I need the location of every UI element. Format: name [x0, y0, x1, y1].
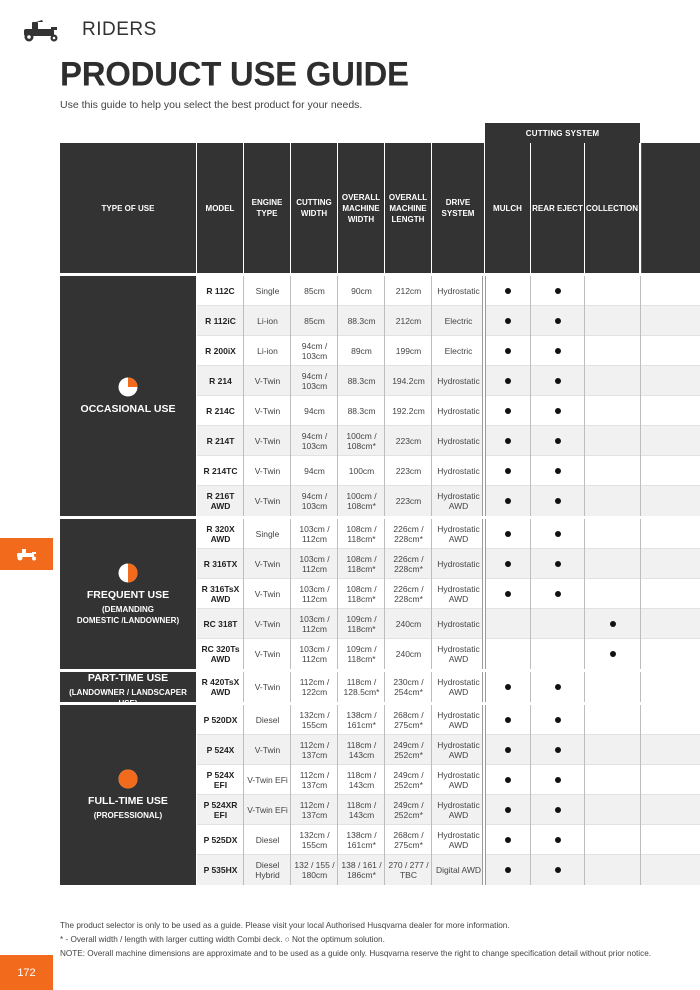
rear-eject-dot-cell [531, 396, 585, 426]
drive-system-cell: Hydrostatic AWD [437, 799, 480, 820]
section-header [18, 18, 157, 42]
model-cell: R 214TC [203, 465, 238, 476]
bullet-dot-icon [505, 498, 511, 504]
mulch-dot-cell [485, 579, 531, 609]
drive-system-cell: Electric [444, 345, 473, 356]
cutting-width-cell: 103cm / 112cm [299, 553, 330, 574]
rear-eject-dot-cell [531, 456, 585, 486]
rear-eject-dot-cell [531, 705, 585, 735]
bullet-dot-icon [555, 777, 561, 783]
model-cell: R 320X AWD [206, 523, 235, 544]
overall-width-cell: 118cm / 143cm [346, 769, 377, 790]
collection-dot-cell [585, 549, 640, 579]
model-cell: RC 318T [203, 618, 238, 629]
engine-type-cell: V-Twin [254, 744, 281, 755]
mulch-dot-cell [485, 735, 531, 765]
overall-length-cell: 226cm / 228cm* [393, 553, 424, 574]
engine-type-cell: V-Twin [254, 681, 281, 692]
group-separator [60, 669, 700, 672]
collection-dot-cell [585, 306, 640, 336]
drive-system-cell: Hydrostatic [437, 375, 480, 386]
rear-eject-dot-cell [531, 639, 585, 669]
bullet-dot-icon [555, 288, 561, 294]
cutting-width-cell: 103cm / 112cm [299, 523, 330, 544]
overall-width-cell: 108cm / 118cm* [346, 523, 377, 544]
engine-type-cell: V-Twin [254, 405, 281, 416]
rear-eject-dot-cell [531, 549, 585, 579]
overall-length-cell: 194.2cm [392, 375, 425, 386]
table-row [197, 795, 700, 825]
mulch-dot-cell [485, 426, 531, 456]
mulch-dot-cell [485, 672, 531, 702]
cutting-width-cell: 112cm / 122cm [299, 676, 330, 697]
overall-width-cell: 138 / 161 / 186cm* [341, 859, 382, 880]
cutting-width-cell: 132 / 155 / 180cm [294, 859, 335, 880]
cutting-width-cell: 94cm / 103cm [301, 430, 328, 451]
rear-eject-dot-cell [531, 306, 585, 336]
bullet-dot-icon [505, 288, 511, 294]
model-cell: R 316TX [203, 558, 238, 569]
collection-dot-cell [585, 366, 640, 396]
mulch-dot-cell [485, 609, 531, 639]
model-cell: P 524XR EFI [203, 799, 238, 820]
bullet-dot-icon [505, 717, 511, 723]
cutting-width-cell: 94cm / 103cm [301, 370, 328, 391]
bullet-dot-icon [505, 561, 511, 567]
engine-type-cell: Single [255, 285, 280, 296]
bullet-dot-icon [505, 777, 511, 783]
bullet-dot-icon [555, 561, 561, 567]
overall-width-cell: 138cm / 161cm* [346, 709, 377, 730]
bullet-dot-icon [555, 591, 561, 597]
overall-length-cell: 226cm / 228cm* [393, 583, 424, 604]
collection-dot-cell [585, 609, 640, 639]
mulch-dot-cell [485, 549, 531, 579]
collection-dot-cell [585, 672, 640, 702]
overall-width-cell: 100cm [348, 465, 375, 476]
rear-eject-dot-cell [531, 579, 585, 609]
overall-length-cell: 240cm [395, 648, 422, 659]
model-cell: R 112C [206, 285, 235, 296]
overall-length-cell: 212cm [395, 285, 422, 296]
bullet-dot-icon [555, 378, 561, 384]
collection-dot-cell [585, 519, 640, 549]
engine-type-cell: Li-ion [257, 345, 278, 356]
collection-dot-cell [585, 486, 640, 516]
section-gap [483, 276, 485, 885]
bullet-dot-icon [505, 531, 511, 537]
rear-eject-dot-cell [531, 855, 585, 885]
mulch-dot-cell [485, 396, 531, 426]
side-tab [0, 538, 53, 570]
header-drive-system: DRIVE SYSTEM [432, 143, 484, 273]
rider-mower-icon [18, 18, 64, 42]
rear-eject-dot-cell [531, 825, 585, 855]
overall-length-cell: 249cm / 252cm* [393, 739, 424, 760]
header-model: MODEL [197, 143, 243, 273]
overall-length-cell: 223cm [395, 495, 422, 506]
overall-length-cell: 226cm / 228cm* [393, 523, 424, 544]
model-cell: R 316TsX AWD [201, 583, 240, 604]
group-separator [60, 702, 700, 705]
rear-eject-dot-cell [531, 426, 585, 456]
bullet-dot-icon [555, 438, 561, 444]
bullet-dot-icon [555, 468, 561, 474]
page-title: PRODUCT USE GUIDE [60, 54, 409, 93]
header-engine-type: ENGINE TYPE [244, 143, 290, 273]
engine-type-cell: V-Twin [254, 648, 281, 659]
engine-type-cell: Diesel [255, 834, 280, 845]
column-divider [584, 276, 585, 885]
cutting-width-cell: 103cm / 112cm [299, 583, 330, 604]
drive-system-cell: Digital AWD [435, 864, 482, 875]
mulch-dot-cell [485, 306, 531, 336]
rear-eject-dot-cell [531, 519, 585, 549]
overall-length-cell: 268cm / 275cm* [393, 709, 424, 730]
column-divider [431, 276, 432, 885]
collection-dot-cell [585, 735, 640, 765]
mulch-dot-cell [485, 855, 531, 885]
bullet-dot-icon [505, 837, 511, 843]
bullet-dot-icon [555, 807, 561, 813]
cutting-width-cell: 94cm / 103cm [301, 490, 328, 511]
collection-dot-cell [585, 855, 640, 885]
cutting-width-cell: 112cm / 137cm [299, 739, 330, 760]
mulch-dot-cell [485, 276, 531, 306]
rear-eject-dot-cell [531, 366, 585, 396]
overall-width-cell: 138cm / 161cm* [346, 829, 377, 850]
model-cell: P 535HX [203, 864, 238, 875]
mulch-dot-cell [485, 825, 531, 855]
footnote-asterisk: * - Overall width / length with larger cutting width Combi deck. ○ Not the optimum solution. [60, 935, 385, 944]
mulch-dot-cell [485, 336, 531, 366]
bullet-dot-icon [555, 318, 561, 324]
category-part-time-use [60, 672, 196, 702]
collection-dot-cell [585, 579, 640, 609]
overall-length-cell: 212cm [395, 315, 422, 326]
table-row [197, 639, 700, 669]
engine-type-cell: V-Twin [254, 588, 281, 599]
table-row [197, 486, 700, 516]
drive-system-cell: Hydrostatic AWD [437, 769, 480, 790]
collection-dot-cell [585, 765, 640, 795]
overall-length-cell: 192.2cm [392, 405, 425, 416]
category-name: OCCASIONAL USE [80, 402, 176, 415]
model-cell: R 214C [206, 405, 235, 416]
footnote-guide: The product selector is only to be used as a guide. Please visit your local Authorised Husqvarna dealer for more information. [60, 921, 510, 930]
drive-system-cell: Hydrostatic AWD [437, 583, 480, 604]
table-row [197, 765, 700, 795]
overall-width-cell: 118cm / 128.5cm* [343, 676, 380, 697]
drive-system-cell: Hydrostatic [437, 405, 480, 416]
drive-system-cell: Hydrostatic [437, 435, 480, 446]
cutting-width-cell: 132cm / 155cm [299, 709, 330, 730]
bullet-dot-icon [505, 747, 511, 753]
model-cell: R 112iC [205, 315, 236, 326]
full-pie-icon [118, 769, 138, 789]
overall-width-cell: 109cm / 118cm* [346, 643, 377, 664]
model-cell: R 214 [209, 375, 232, 386]
half-pie-icon [118, 563, 138, 583]
cutting-width-cell: 132cm / 155cm [299, 829, 330, 850]
rear-eject-dot-cell [531, 609, 585, 639]
section-divider [485, 276, 486, 885]
bullet-dot-icon [555, 684, 561, 690]
page-number: 172 [0, 955, 53, 990]
cutting-width-cell: 94cm / 103cm [301, 340, 328, 361]
overall-width-cell: 88.3cm [347, 375, 376, 386]
bullet-dot-icon [555, 747, 561, 753]
category-description: (LANDOWNER / LANDSCAPER [69, 687, 187, 697]
overall-length-cell: 240cm [395, 618, 422, 629]
bullet-dot-icon [505, 684, 511, 690]
overall-length-cell: 230cm / 254cm* [393, 676, 424, 697]
overall-length-cell: 270 / 277 / TBC [388, 859, 429, 880]
cutting-width-cell: 112cm / 137cm [299, 769, 330, 790]
rear-eject-dot-cell [531, 486, 585, 516]
overall-length-cell: 199cm [395, 345, 422, 356]
model-cell: P 525DX [203, 834, 238, 845]
rear-eject-dot-cell [531, 765, 585, 795]
collection-dot-cell [585, 336, 640, 366]
model-cell: R 200iX [205, 345, 236, 356]
rear-eject-dot-cell [531, 276, 585, 306]
category-description: (DEMANDING DOMESTIC /LANDOWNER) [76, 604, 180, 625]
mulch-dot-cell [485, 765, 531, 795]
engine-type-cell: V-Twin [254, 375, 281, 386]
drive-system-cell: Hydrostatic [437, 465, 480, 476]
overall-length-cell: 223cm [395, 465, 422, 476]
rider-mower-icon [14, 547, 40, 561]
table-row [197, 396, 700, 426]
cutting-width-cell: 94cm [304, 465, 325, 476]
table-row [197, 366, 700, 396]
bullet-dot-icon [610, 621, 616, 627]
collection-dot-cell [585, 795, 640, 825]
group-separator [60, 516, 700, 519]
bullet-dot-icon [555, 498, 561, 504]
table-row [197, 306, 700, 336]
bullet-dot-icon [505, 438, 511, 444]
drive-system-cell: Hydrostatic [437, 618, 480, 629]
footnote-note: NOTE: Overall machine dimensions are approximate and to be used as a guide only. Husqvarna reserve the right to change specification detail without prior notice. [60, 949, 652, 958]
table-row [197, 276, 700, 306]
overall-length-cell: 223cm [395, 435, 422, 446]
bullet-dot-icon [555, 837, 561, 843]
drive-system-cell: Hydrostatic AWD [437, 490, 480, 511]
table-row [197, 705, 700, 735]
drive-system-cell: Hydrostatic [437, 558, 480, 569]
drive-system-cell: Hydrostatic AWD [437, 709, 480, 730]
bullet-dot-icon [610, 651, 616, 657]
engine-type-cell: V-Twin [254, 435, 281, 446]
header-type-of-use: TYPE OF USE [60, 143, 196, 273]
collection-dot-cell [585, 456, 640, 486]
overall-width-cell: 118cm / 143cm [346, 739, 377, 760]
page-subtitle: Use this guide to help you select the best product for your needs. [60, 99, 363, 111]
cutting-system-header: CUTTING SYSTEM [485, 123, 640, 143]
cutting-width-cell: 103cm / 112cm [299, 643, 330, 664]
overall-width-cell: 100cm / 108cm* [346, 490, 377, 511]
collection-dot-cell [585, 396, 640, 426]
table-row [197, 609, 700, 639]
category-frequent-use [60, 519, 196, 669]
rear-eject-dot-cell [531, 735, 585, 765]
engine-type-cell: V-Twin EFi [247, 804, 288, 815]
engine-type-cell: V-Twin EFi [247, 774, 288, 785]
bullet-dot-icon [505, 468, 511, 474]
header-collection: COLLECTION [585, 143, 639, 273]
bullet-dot-icon [505, 318, 511, 324]
engine-type-cell: V-Twin [254, 465, 281, 476]
overall-length-cell: 249cm / 252cm* [393, 799, 424, 820]
overall-width-cell: 100cm / 108cm* [346, 430, 377, 451]
bullet-dot-icon [505, 408, 511, 414]
table-row [197, 549, 700, 579]
header-blank-extension [641, 143, 700, 273]
bullet-dot-icon [555, 348, 561, 354]
model-cell: R 214T [206, 435, 235, 446]
drive-system-cell: Hydrostatic AWD [437, 676, 480, 697]
mulch-dot-cell [485, 456, 531, 486]
bullet-dot-icon [555, 867, 561, 873]
bullet-dot-icon [505, 591, 511, 597]
overall-length-cell: 268cm / 275cm* [393, 829, 424, 850]
engine-type-cell: V-Twin [254, 618, 281, 629]
mulch-dot-cell [485, 705, 531, 735]
bullet-dot-icon [505, 807, 511, 813]
model-cell: P 524X EFI [206, 769, 235, 790]
bullet-dot-icon [555, 717, 561, 723]
model-cell: P 520DX [203, 714, 238, 725]
engine-type-cell: Li-ion [257, 315, 278, 326]
mulch-dot-cell [485, 639, 531, 669]
cutting-width-cell: 94cm [304, 405, 325, 416]
model-cell: P 524X [206, 744, 235, 755]
rear-eject-dot-cell [531, 795, 585, 825]
collection-dot-cell [585, 705, 640, 735]
drive-system-cell: Hydrostatic AWD [437, 643, 480, 664]
column-divider [384, 276, 385, 885]
category-description: (PROFESSIONAL) [93, 811, 163, 820]
cutting-width-cell: 103cm / 112cm [299, 613, 330, 634]
table-row [197, 336, 700, 366]
overall-width-cell: 108cm / 118cm* [346, 583, 377, 604]
header-mulch: MULCH [485, 143, 530, 273]
cutting-width-cell: 85cm [304, 315, 325, 326]
engine-type-cell: Diesel [255, 714, 280, 725]
table-row [197, 672, 700, 702]
overall-width-cell: 88.3cm [347, 315, 376, 326]
column-divider [290, 276, 291, 885]
section-label: RIDERS [82, 19, 157, 40]
quarter-pie-icon [118, 377, 138, 397]
engine-type-cell: Single [255, 528, 280, 539]
drive-system-cell: Hydrostatic AWD [437, 523, 480, 544]
overall-width-cell: 118cm / 143cm [346, 799, 377, 820]
drive-system-cell: Electric [444, 315, 473, 326]
column-divider [530, 276, 531, 885]
drive-system-cell: Hydrostatic AWD [437, 739, 480, 760]
mulch-dot-cell [485, 366, 531, 396]
overall-width-cell: 108cm / 118cm* [346, 553, 377, 574]
table-row [197, 825, 700, 855]
collection-dot-cell [585, 639, 640, 669]
table-row [197, 426, 700, 456]
header-cutting-width: CUTTING WIDTH [291, 143, 337, 273]
bullet-dot-icon [555, 408, 561, 414]
table-row [197, 456, 700, 486]
collection-dot-cell [585, 426, 640, 456]
overall-width-cell: 88.3cm [347, 405, 376, 416]
overall-width-cell: 109cm / 118cm* [346, 613, 377, 634]
category-occasional-use [60, 276, 196, 516]
column-divider [337, 276, 338, 885]
header-overall-width: OVERALL MACHINE WIDTH [338, 143, 384, 273]
mulch-dot-cell [485, 486, 531, 516]
overall-length-cell: 249cm / 252cm* [393, 769, 424, 790]
header-rear-eject: REAR EJECT [531, 143, 584, 273]
category-full-time-use [60, 705, 196, 885]
bullet-dot-icon [505, 378, 511, 384]
engine-type-cell: V-Twin [254, 495, 281, 506]
model-cell: R 420TsX AWD [201, 676, 240, 697]
mulch-dot-cell [485, 795, 531, 825]
category-name: FREQUENT USE [86, 588, 170, 601]
category-name: FULL-TIME USE [88, 795, 168, 807]
table-row [197, 579, 700, 609]
table-row [197, 519, 700, 549]
rear-eject-dot-cell [531, 336, 585, 366]
overall-width-cell: 90cm [351, 285, 372, 296]
rear-eject-dot-cell [531, 672, 585, 702]
table-row [197, 855, 700, 885]
cutting-width-cell: 112cm / 137cm [299, 799, 330, 820]
collection-dot-cell [585, 276, 640, 306]
model-cell: R 216T AWD [206, 490, 235, 511]
drive-system-cell: Hydrostatic [437, 285, 480, 296]
bullet-dot-icon [505, 348, 511, 354]
mulch-dot-cell [485, 519, 531, 549]
engine-type-cell: V-Twin [254, 558, 281, 569]
bullet-dot-icon [505, 867, 511, 873]
model-cell: RC 320Ts AWD [201, 643, 240, 664]
column-divider [640, 276, 641, 885]
header-overall-length: OVERALL MACHINE LENGTH [385, 143, 431, 273]
category-name: PART-TIME USE [87, 671, 169, 684]
column-divider [243, 276, 244, 885]
table-row [197, 735, 700, 765]
bullet-dot-icon [555, 531, 561, 537]
collection-dot-cell [585, 825, 640, 855]
overall-width-cell: 89cm [351, 345, 372, 356]
engine-type-cell: Diesel Hybrid [255, 859, 280, 880]
cutting-width-cell: 85cm [304, 285, 325, 296]
drive-system-cell: Hydrostatic AWD [437, 829, 480, 850]
